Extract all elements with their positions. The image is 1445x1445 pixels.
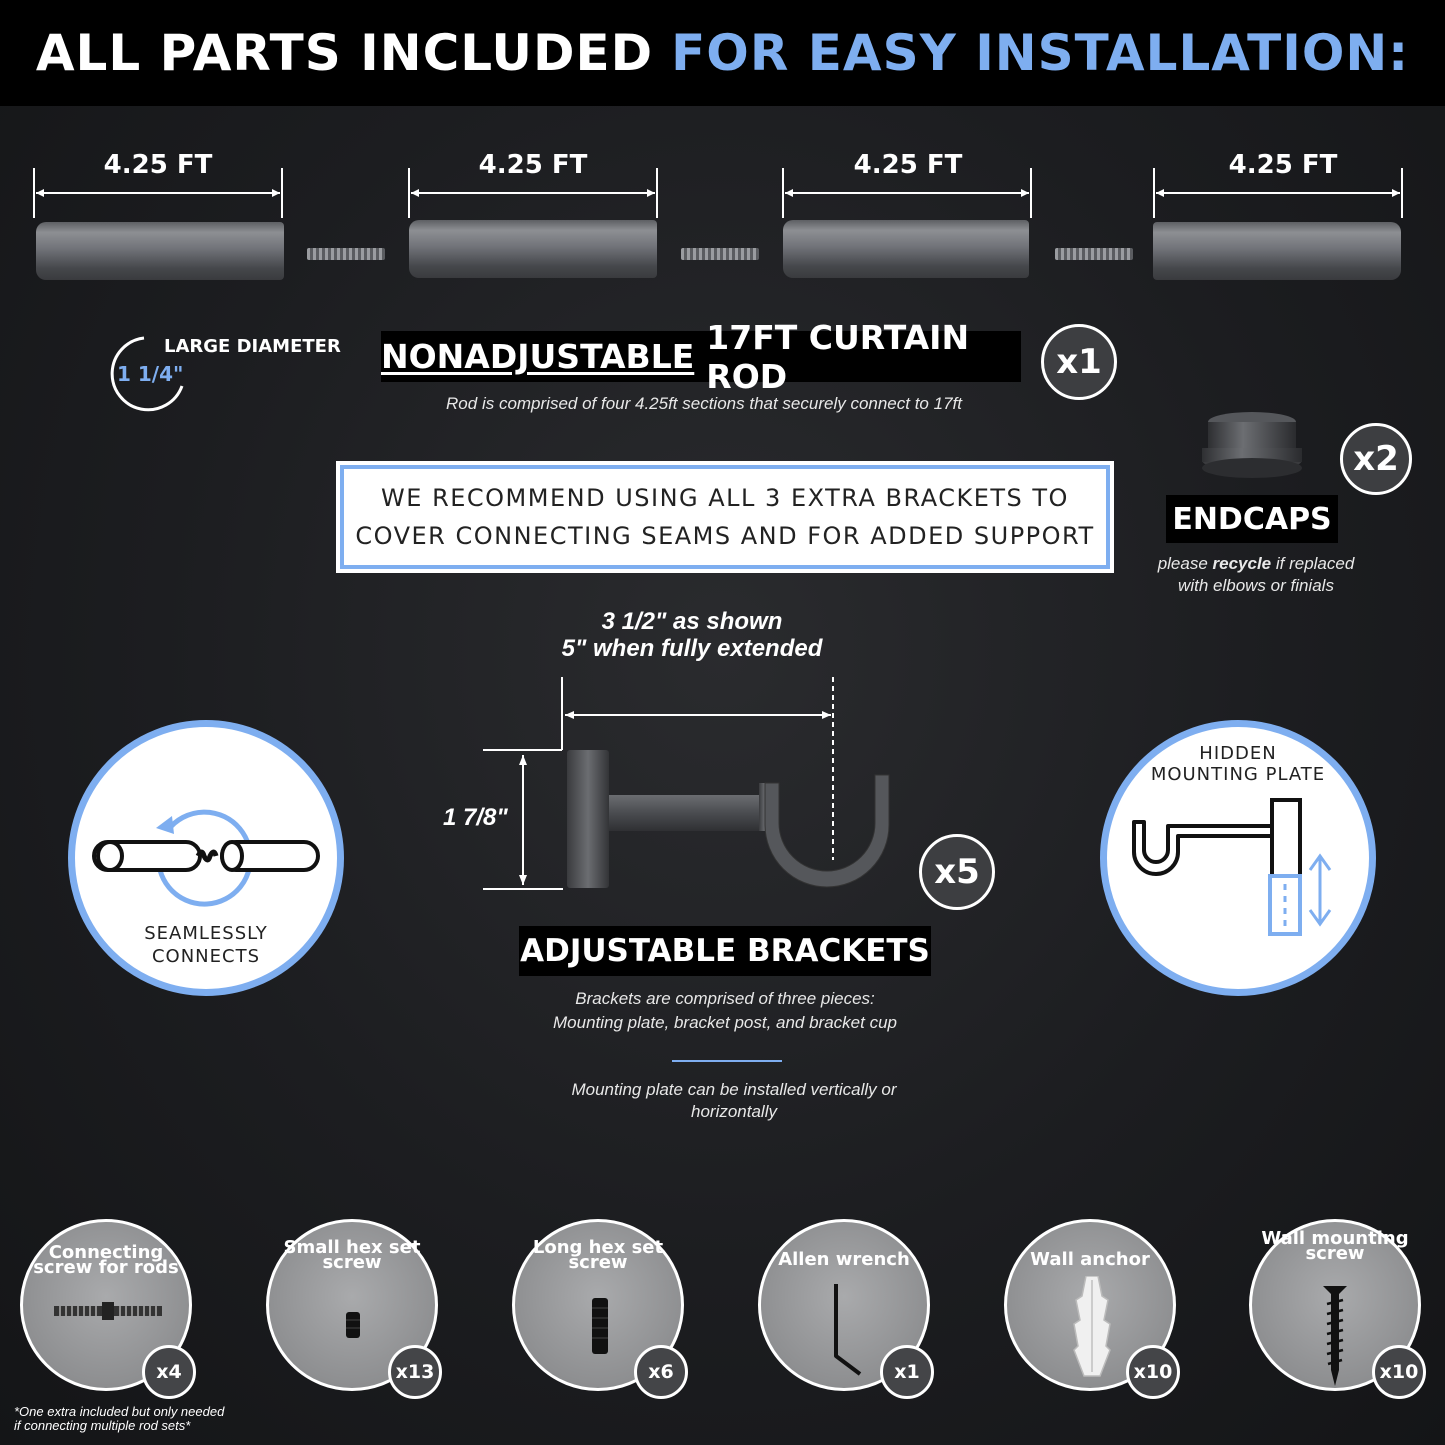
divider: [672, 1060, 782, 1062]
dimension-arrow: [779, 168, 1037, 218]
rod-count-badge: x1: [1041, 324, 1117, 400]
rod-section: [783, 220, 1029, 278]
rod-title-underlined: NONADJUSTABLE: [381, 337, 695, 376]
connector-screw: [307, 248, 385, 260]
diameter-value: 1 1/4": [117, 362, 184, 386]
rod-title-rest: 17FT CURTAIN ROD: [706, 317, 970, 396]
part-label: Allen wrench: [778, 1249, 910, 1270]
endcaps-note: please recycle if replaced with elbows or finials: [1157, 554, 1355, 595]
rod-note: Rod is comprised of four 4.25ft sections that securely connect to 17ft: [446, 394, 962, 413]
dimension-arrow: [405, 168, 663, 218]
seamless-caption: SEAMLESSLY CONNECTS: [144, 923, 268, 967]
bracket-height: 1 7/8": [443, 804, 508, 831]
endcaps-title: ENDCAPS: [1166, 495, 1338, 543]
part-label: Connecting screw for rods: [33, 1242, 179, 1278]
rod-section: [1153, 222, 1401, 280]
brackets-note: Brackets are comprised of three pieces: Mounting plate, bracket post, and bracket cup: [553, 989, 897, 1032]
mounting-plate-icon: [1124, 792, 1344, 942]
wall-anchor-icon: [1072, 1276, 1112, 1380]
hidden-plate-caption: HIDDEN MOUNTING PLATE: [1150, 743, 1326, 785]
part-label: Wall mounting screw: [1261, 1228, 1409, 1264]
long-hex-screw-icon: [590, 1298, 610, 1354]
endcaps-count-badge: x2: [1340, 423, 1412, 495]
connecting-rods-icon: [90, 800, 326, 910]
wall-screw-icon: [1322, 1284, 1348, 1388]
part-label: Wall anchor: [1030, 1249, 1150, 1270]
brackets-title: ADJUSTABLE BRACKETS: [519, 926, 931, 976]
part-count-badge: x6: [634, 1345, 688, 1399]
diameter-label: LARGE DIAMETER: [164, 336, 341, 357]
part-count-badge: x1: [880, 1345, 934, 1399]
part-count-badge: x13: [388, 1345, 442, 1399]
header-title-blue: FOR EASY INSTALLATION:: [671, 24, 1410, 82]
allen-wrench-icon: [828, 1282, 868, 1378]
segment-label: 4.25 FT: [853, 150, 963, 180]
connector-screw: [681, 248, 759, 260]
page-header: [0, 0, 1445, 106]
small-hex-screw-icon: [344, 1312, 362, 1338]
dimension-arrow: [30, 168, 288, 218]
endcap-image: [1200, 408, 1304, 482]
rod-title: [381, 317, 1021, 396]
dimension-arrow: [1150, 168, 1408, 218]
header-title-white: ALL PARTS INCLUDED: [35, 24, 654, 82]
rod-section: [409, 220, 657, 278]
connecting-screw-icon: [54, 1302, 162, 1320]
part-count-badge: x10: [1372, 1345, 1426, 1399]
footnote: *One extra included but only needed if connecting multiple rod sets*: [14, 1404, 225, 1433]
bracket-diagram: [475, 675, 905, 895]
connector-screw: [1055, 248, 1133, 260]
part-label: Long hex set screw: [532, 1237, 664, 1273]
rod-section: [36, 222, 284, 280]
segment-label: 4.25 FT: [478, 150, 588, 180]
segment-label: 4.25 FT: [103, 150, 213, 180]
bracket-count-badge: x5: [919, 834, 995, 910]
recommend-line-2: COVER CONNECTING SEAMS AND FOR ADDED SUPPORT: [355, 522, 1095, 550]
mounting-note: Mounting plate can be installed vertically or horizontally: [571, 1080, 897, 1121]
part-count-badge: x10: [1126, 1345, 1180, 1399]
segment-label: 4.25 FT: [1228, 150, 1338, 180]
part-count-badge: x4: [142, 1345, 196, 1399]
recycle-bold: recycle: [1212, 554, 1272, 573]
recommend-line-1: WE RECOMMEND USING ALL 3 EXTRA BRACKETS TO: [381, 484, 1069, 512]
bracket-depth: 3 1/2" as shown 5" when fully extended: [561, 608, 823, 662]
part-label: Small hex set screw: [283, 1237, 421, 1273]
recommend-box: [340, 465, 1110, 569]
